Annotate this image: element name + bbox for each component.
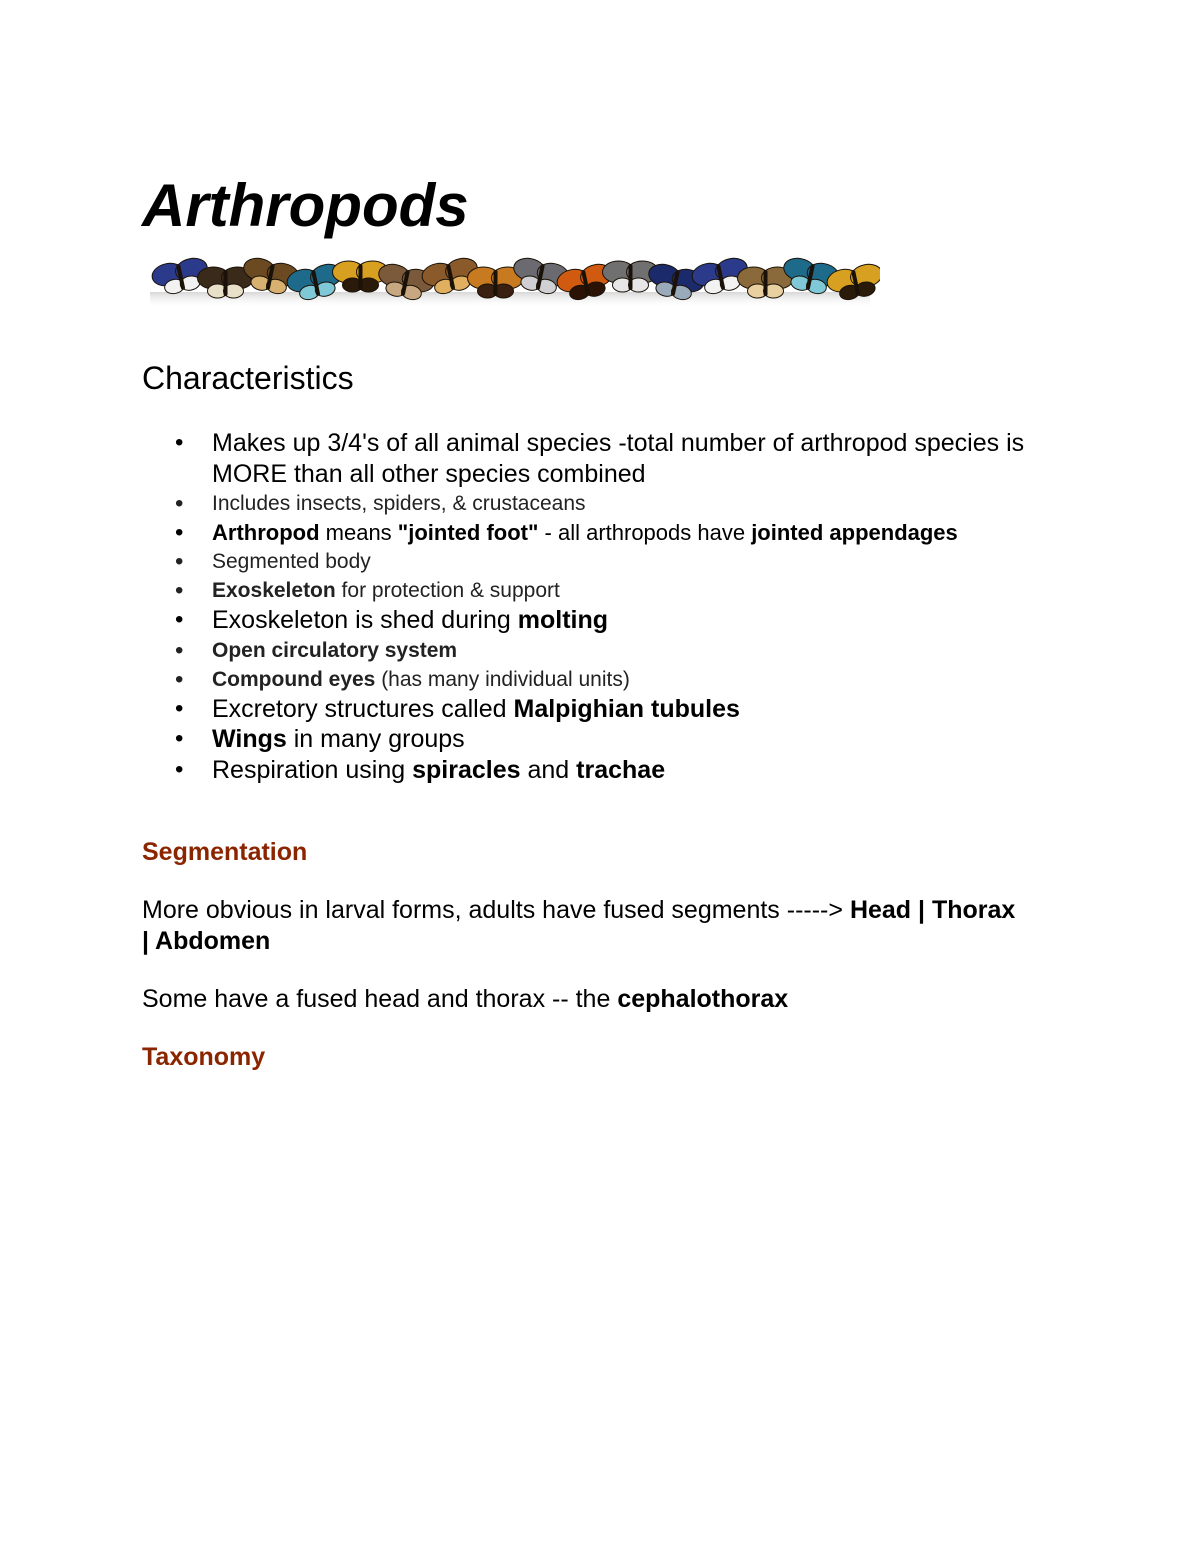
page-title: Arthropods [142, 172, 469, 239]
list-item-bold-text: Malpighian tubules [513, 694, 740, 723]
list-item-bold-text: spiracles [412, 755, 521, 784]
paragraph-bold-text: cephalothorax [617, 985, 789, 1013]
list-item [142, 636, 1062, 665]
segmentation-paragraph-2 [142, 984, 1022, 1015]
list-item-bold-text: "jointed foot" [397, 520, 539, 545]
list-item-text: Makes up 3/4's of all animal species -total number of arthropod species is MORE than all other species combined [212, 429, 1025, 488]
bullet-icon: • [175, 519, 184, 546]
bullet-icon: • [175, 429, 184, 456]
characteristics-heading: Characteristics [142, 360, 354, 396]
list-item [142, 518, 1062, 547]
list-item-text: Excretory structures called [212, 694, 514, 723]
segmentation-heading: Segmentation [142, 838, 308, 866]
list-item-bold-text: Wings [212, 725, 287, 753]
bullet-icon: • [175, 755, 184, 783]
paragraph-text: More obvious in larval forms, adults have fused segments -----> [142, 896, 850, 924]
paragraph-text: Some have a fused head and thorax -- the [142, 985, 618, 1013]
list-item-bold-text: jointed appendages [751, 520, 958, 545]
list-item [142, 724, 1062, 755]
bullet-icon: • [175, 665, 184, 693]
list-item-text: and [520, 755, 577, 784]
list-item-text: means [319, 520, 398, 545]
list-item [142, 694, 1062, 725]
butterfly-banner-image [140, 248, 880, 314]
list-item-text: Segmented body [212, 550, 371, 573]
list-item-text: - all arthropods have [538, 520, 752, 545]
list-item [142, 428, 1062, 489]
bullet-icon: • [175, 725, 184, 752]
list-item [142, 547, 1062, 576]
list-item [142, 665, 1062, 694]
bullet-icon: • [175, 694, 184, 722]
list-item-text: in many groups [286, 725, 465, 753]
bullet-icon: • [175, 548, 184, 575]
taxonomy-heading: Taxonomy [142, 1043, 266, 1071]
segmentation-paragraph-1 [142, 895, 1022, 957]
list-item [142, 605, 1062, 636]
bullet-icon: • [175, 606, 184, 633]
list-item-bold-text: molting [517, 606, 609, 634]
list-item-bold-text: Open circulatory system [212, 638, 458, 662]
list-item-text: (has many individual units) [375, 667, 630, 691]
list-item-text: Respiration using [212, 755, 413, 784]
list-item [142, 489, 1062, 518]
list-item [142, 576, 1062, 605]
list-item [142, 755, 1062, 786]
list-item-text: Includes insects, spiders, & crustaceans [212, 492, 586, 515]
bullet-icon: • [175, 577, 184, 604]
list-item-text: Exoskeleton is shed during [212, 606, 518, 634]
list-item-bold-text: Arthropod [212, 520, 320, 545]
list-item-bold-text: Exoskeleton [212, 579, 336, 602]
bullet-icon: • [175, 636, 184, 664]
list-item-bold-text: trachae [576, 755, 666, 784]
bullet-icon: • [175, 490, 184, 517]
list-item-text: for protection & support [335, 579, 560, 602]
characteristics-list [142, 428, 1062, 785]
paragraph-bold-text: Head | Thorax | Abdomen [142, 896, 1016, 955]
list-item-bold-text: Compound eyes [212, 667, 376, 691]
